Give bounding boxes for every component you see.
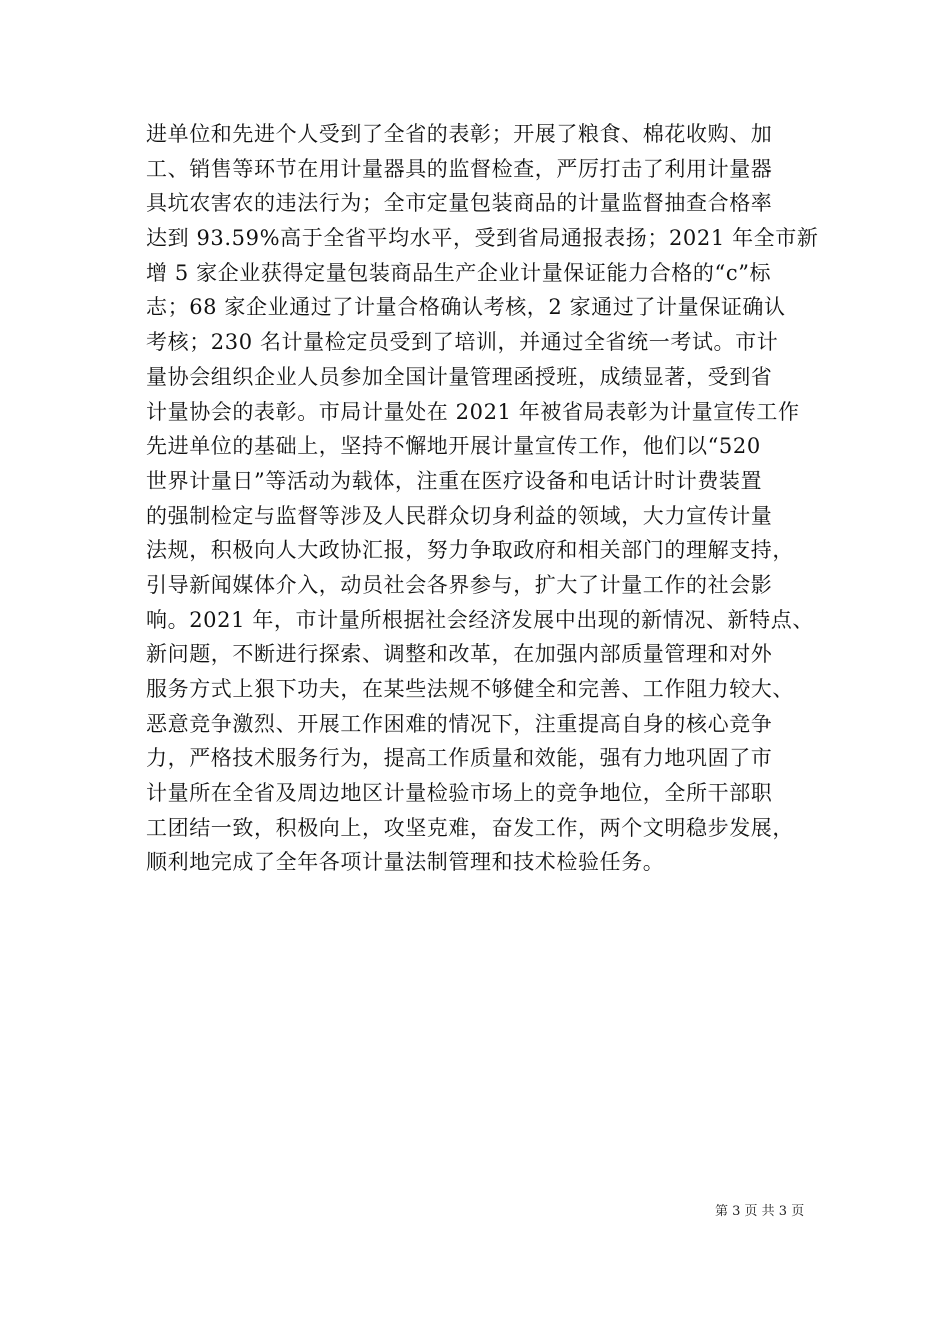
- text-line: 具坑农害农的违法行为；全市定量包装商品的计量监督抽查合格率: [146, 191, 773, 216]
- text-line: 世界计量日”等活动为载体，注重在医疗设备和电话计时计费装置: [146, 468, 763, 493]
- text-line: 进单位和先进个人受到了全省的表彰；开展了粮食、棉花收购、加: [146, 122, 773, 146]
- text-line: 工、销售等环节在用计量器具的监督检查，严厉打击了利用计量器: [146, 156, 773, 181]
- text-line: 顺利地完成了全年各项计量法制管理和技术检验任务。: [146, 850, 665, 875]
- body-paragraph: [146, 117, 826, 880]
- text-line: 力，严格技术服务行为，提高工作质量和效能，强有力地巩固了市: [146, 746, 773, 771]
- text-line: 服务方式上狠下功夫，在某些法规不够健全和完善、工作阻力较大、: [146, 677, 794, 701]
- text-line: 响。2021 年，市计量所根据社会经济发展中出现的新情况、新特点、: [146, 607, 814, 632]
- page-number: 第 3 页 共 3 页: [715, 1204, 805, 1219]
- text-line: 增 5 家企业获得定量包装商品生产企业计量保证能力合格的“c”标: [146, 260, 772, 285]
- text-line: 达到 93.59%高于全省平均水平，受到省局通报表扬；2021 年全市新: [146, 226, 819, 251]
- text-line: 引导新闻媒体介入，动员社会各界参与，扩大了计量工作的社会影: [146, 572, 773, 597]
- text-line: 考核；230 名计量检定员受到了培训，并通过全省统一考试。市计: [146, 330, 779, 355]
- text-line: 新问题，不断进行探索、调整和改革，在加强内部质量管理和对外: [146, 642, 773, 667]
- text-line: 恶意竞争激烈、开展工作困难的情况下，注重提高自身的核心竞争: [146, 711, 773, 736]
- text-line: 计量协会的表彰。市局计量处在 2021 年被省局表彰为计量宣传工作: [146, 399, 800, 424]
- text-line: 志；68 家企业通过了计量合格确认考核，2 家通过了计量保证确认: [146, 295, 786, 320]
- text-line: 工团结一致，积极向上，攻坚克难，奋发工作，两个文明稳步发展，: [146, 815, 794, 840]
- text-line: 的强制检定与监督等涉及人民群众切身利益的领域，大力宣传计量: [146, 503, 773, 528]
- text-line: 量协会组织企业人员参加全国计量管理函授班，成绩显著，受到省: [146, 364, 773, 389]
- text-line: 计量所在全省及周边地区计量检验市场上的竞争地位，全所干部职: [146, 781, 773, 806]
- text-line: 法规，积极向人大政协汇报，努力争取政府和相关部门的理解支持，: [146, 538, 794, 563]
- text-line: 先进单位的基础上，坚持不懈地开展计量宣传工作，他们以“520: [146, 434, 761, 459]
